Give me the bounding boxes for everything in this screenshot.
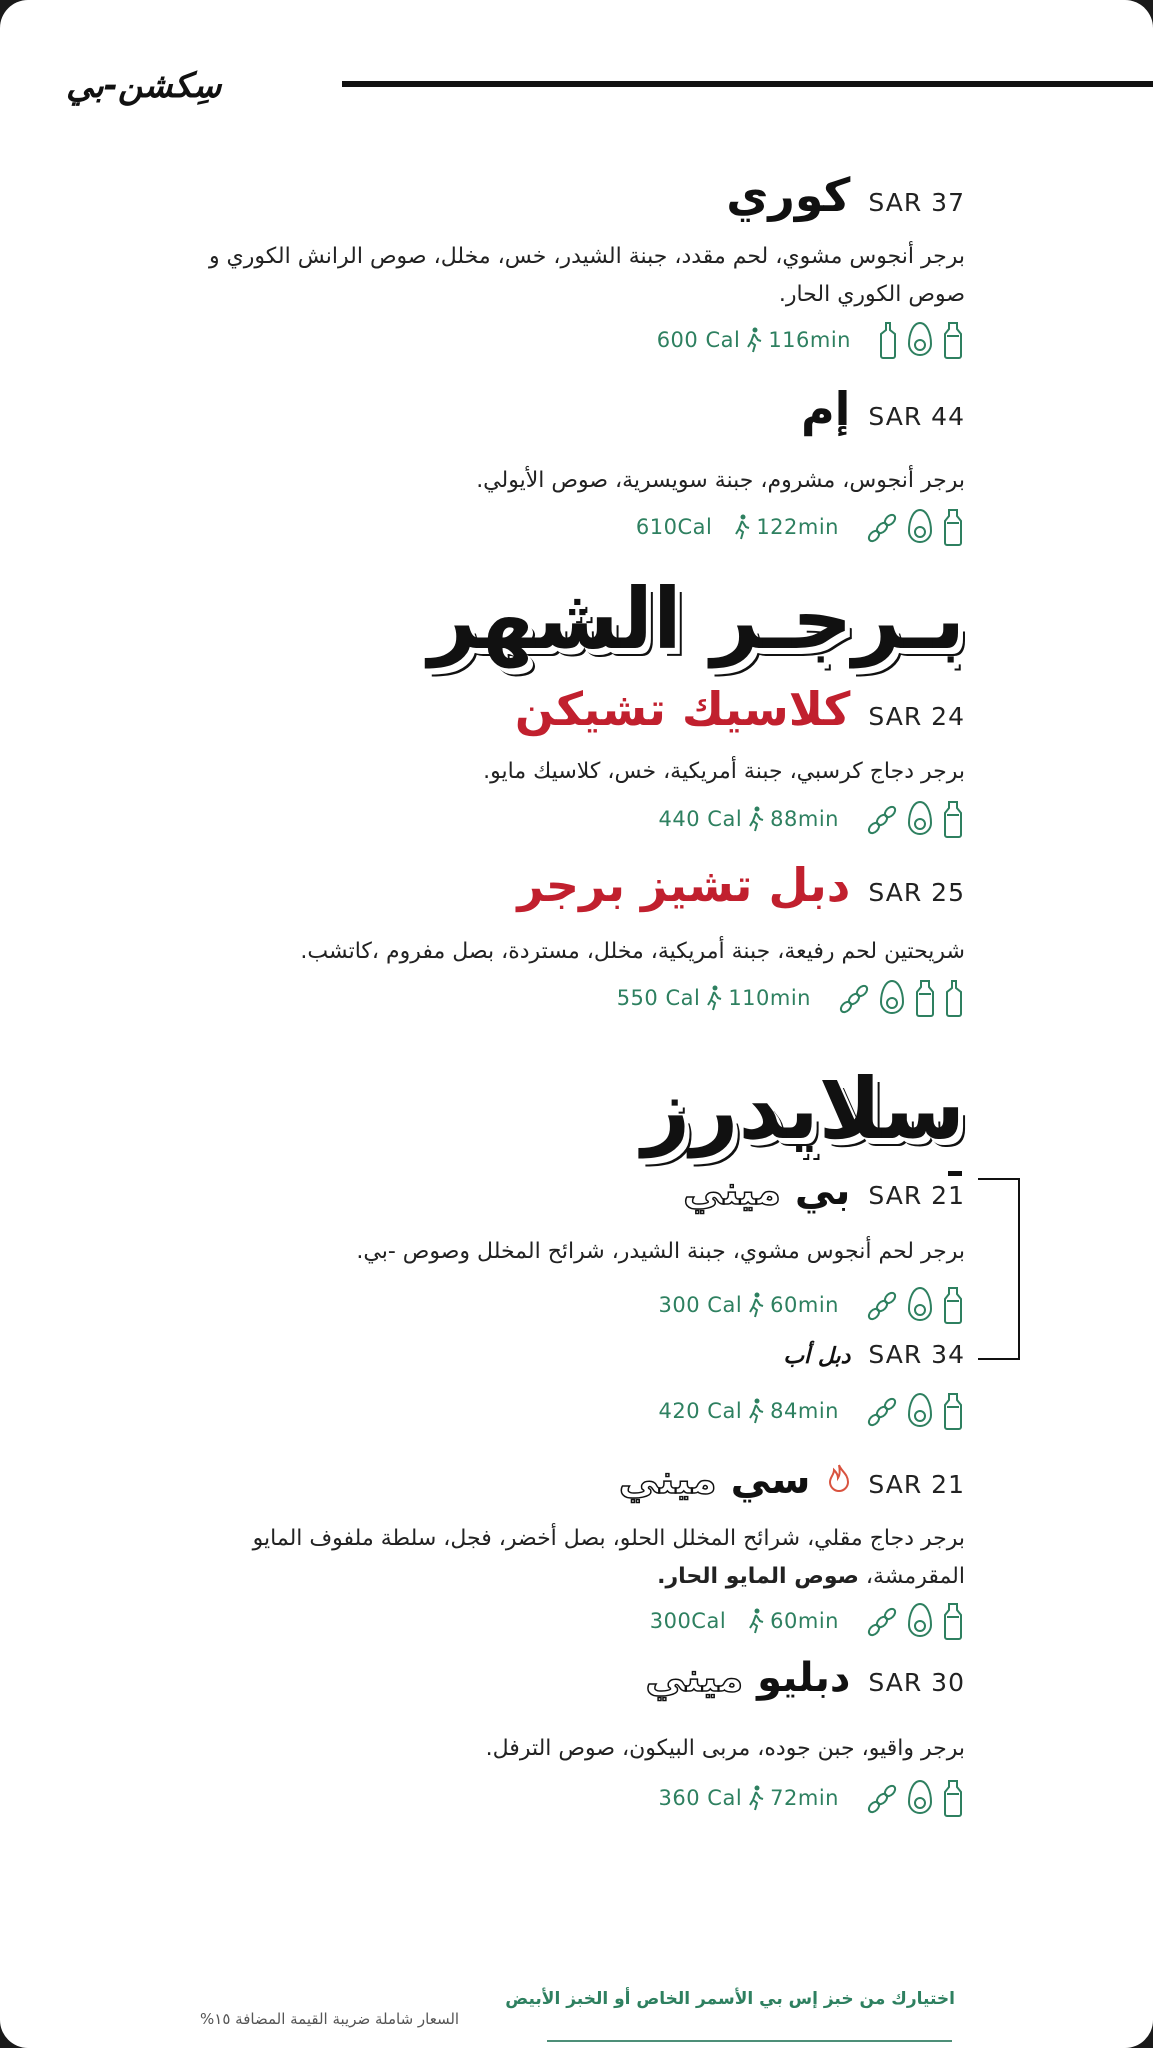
vat-note: السعار شاملة ضريبة القيمة المضافة ١٥% — [200, 2010, 460, 2028]
item-name-mini: ميني — [618, 1457, 717, 1503]
milk-bottle-icon — [913, 978, 937, 1018]
item-name-main: سي — [730, 1457, 811, 1503]
item-calories: 600 Cal — [656, 328, 741, 352]
item-name: كوري — [726, 168, 851, 222]
item-description-bold: صوص المايو الحار. — [657, 1564, 859, 1589]
menu-item-w-mini — [645, 1655, 965, 1701]
item-name-main: دبليو — [757, 1655, 851, 1701]
item-time: 72min — [770, 1786, 839, 1810]
milk-bottle-icon — [941, 1778, 965, 1818]
item-price: SAR 24 — [868, 702, 965, 731]
section-title-sliders: سلايدرز — [641, 1060, 965, 1158]
item-nutrition-row — [636, 505, 965, 549]
header-rule — [342, 81, 1153, 87]
walking-person-icon — [746, 327, 762, 353]
sausage-links-icon — [865, 799, 899, 839]
item-description: برجر لحم أنجوس مشوي، جبنة الشيدر، شرائح المخلل وصوص -بي. — [356, 1239, 965, 1264]
item-price: SAR 37 — [868, 188, 965, 217]
avocado-icon — [905, 1601, 935, 1641]
item-name: إم — [800, 382, 851, 436]
item-time: 110min — [728, 986, 811, 1010]
item-price: SAR 30 — [868, 1668, 965, 1697]
walking-person-icon — [706, 985, 722, 1011]
item-price: SAR 25 — [868, 878, 965, 907]
item-description: برجر أنجوس، مشروم، جبنة سويسرية، صوص الأيولي. — [476, 468, 965, 493]
item-description-main: برجر دجاج مقلي، شرائح المخلل الحلو، بصل أخضر، فجل، سلطة ملفوف المايو المقرمشة، — [252, 1526, 965, 1589]
milk-bottle-icon — [941, 1601, 965, 1641]
item-calories: 610Cal — [635, 515, 713, 539]
milk-bottle-icon — [941, 507, 965, 547]
item-calories: 300Cal — [649, 1609, 727, 1633]
item-calories: 440 Cal — [658, 807, 743, 831]
item-time: 88min — [770, 807, 839, 831]
menu-item-c-mini — [619, 1457, 965, 1503]
item-nutrition-row — [659, 797, 965, 841]
item-calories: 420 Cal — [658, 1399, 743, 1423]
item-price: SAR 21 — [868, 1470, 965, 1499]
item-calories: 300 Cal — [658, 1293, 743, 1317]
bracket-line — [978, 1178, 1020, 1360]
menu-item-korean — [726, 168, 965, 222]
milk-bottle-icon — [941, 1391, 965, 1431]
milk-bottle-icon — [941, 1285, 965, 1325]
item-nutrition-row — [650, 1599, 965, 1643]
walking-person-icon — [748, 1785, 764, 1811]
menu-item-double-up — [783, 1340, 965, 1369]
walking-person-icon — [748, 1398, 764, 1424]
item-nutrition-row — [659, 1776, 965, 1820]
avocado-icon — [905, 507, 935, 547]
item-name: كلاسيك تشيكن — [514, 682, 851, 736]
sauce-bottle-icon — [943, 978, 965, 1018]
item-name-mini: ميني — [645, 1655, 744, 1701]
section-title-burger-of-month: بـرجـر الشهر — [428, 570, 965, 668]
item-description: شريحتين لحم رفيعة، جبنة أمريكية، مخلل، مستردة، بصل مفروم ،كاتشب. — [300, 939, 965, 964]
item-price: SAR 21 — [868, 1181, 965, 1210]
sausage-links-icon — [837, 978, 871, 1018]
item-calories: 550 Cal — [616, 986, 701, 1010]
item-name: دبل تشيز برجر — [517, 858, 851, 912]
walking-person-icon — [748, 806, 764, 832]
item-nutrition-row — [659, 1389, 965, 1433]
avocado-icon — [905, 1778, 935, 1818]
sauce-bottle-icon — [877, 320, 899, 360]
avocado-icon — [877, 978, 907, 1018]
menu-item-m — [801, 382, 965, 436]
menu-item-classic-chicken — [515, 682, 965, 736]
avocado-icon — [905, 1391, 935, 1431]
bread-choice-note: اختيارك من خبز إس بي الأسمر الخاص أو الخبز الأبيض — [505, 1989, 955, 2009]
avocado-icon — [905, 1285, 935, 1325]
item-nutrition-row — [659, 1283, 965, 1327]
item-description: برجر واقيو، جبن جوده، مربى البيكون، صوص الترفل. — [485, 1736, 965, 1761]
sausage-links-icon — [865, 1391, 899, 1431]
sausage-links-icon — [865, 1778, 899, 1818]
item-name: دبل أب — [783, 1344, 851, 1369]
walking-person-icon — [734, 514, 750, 540]
sausage-links-icon — [865, 1601, 899, 1641]
item-price: SAR 34 — [868, 1340, 965, 1369]
footer-rule — [547, 2040, 952, 2042]
item-description: برجر دجاج كرسبي، جبنة أمريكية، خس، كلاسيك مايو. — [483, 759, 965, 784]
item-time: 84min — [770, 1399, 839, 1423]
sausage-links-icon — [865, 1285, 899, 1325]
item-time: 60min — [770, 1609, 839, 1633]
menu-item-b-mini — [683, 1168, 965, 1214]
walking-person-icon — [748, 1292, 764, 1318]
item-description: برجر أنجوس مشوي، لحم مقدد، جبنة الشيدر، خس، مخلل، صوص الرانش الكوري و صوص الكوري الحار. — [208, 244, 965, 307]
item-calories: 360 Cal — [658, 1786, 743, 1810]
item-name-mini: ميني — [683, 1168, 781, 1214]
item-name-main: بي — [794, 1168, 851, 1214]
item-time: 60min — [770, 1293, 839, 1317]
brand-logo: سِكشن-بي — [66, 66, 222, 106]
item-name — [645, 1655, 850, 1701]
sausage-links-icon — [865, 507, 899, 547]
avocado-icon — [905, 320, 935, 360]
milk-bottle-icon — [941, 799, 965, 839]
menu-item-double-cheeseburger — [517, 858, 965, 912]
item-price: SAR 44 — [868, 402, 965, 431]
item-time: 122min — [756, 515, 839, 539]
chili-flame-icon — [828, 1463, 850, 1497]
item-name — [683, 1168, 850, 1214]
item-name — [619, 1457, 811, 1503]
item-time: 116min — [768, 328, 851, 352]
walking-person-icon — [748, 1608, 764, 1634]
item-description — [205, 1520, 965, 1596]
avocado-icon — [905, 799, 935, 839]
milk-bottle-icon — [941, 320, 965, 360]
item-nutrition-row — [617, 976, 965, 1020]
item-nutrition-row — [657, 318, 965, 362]
